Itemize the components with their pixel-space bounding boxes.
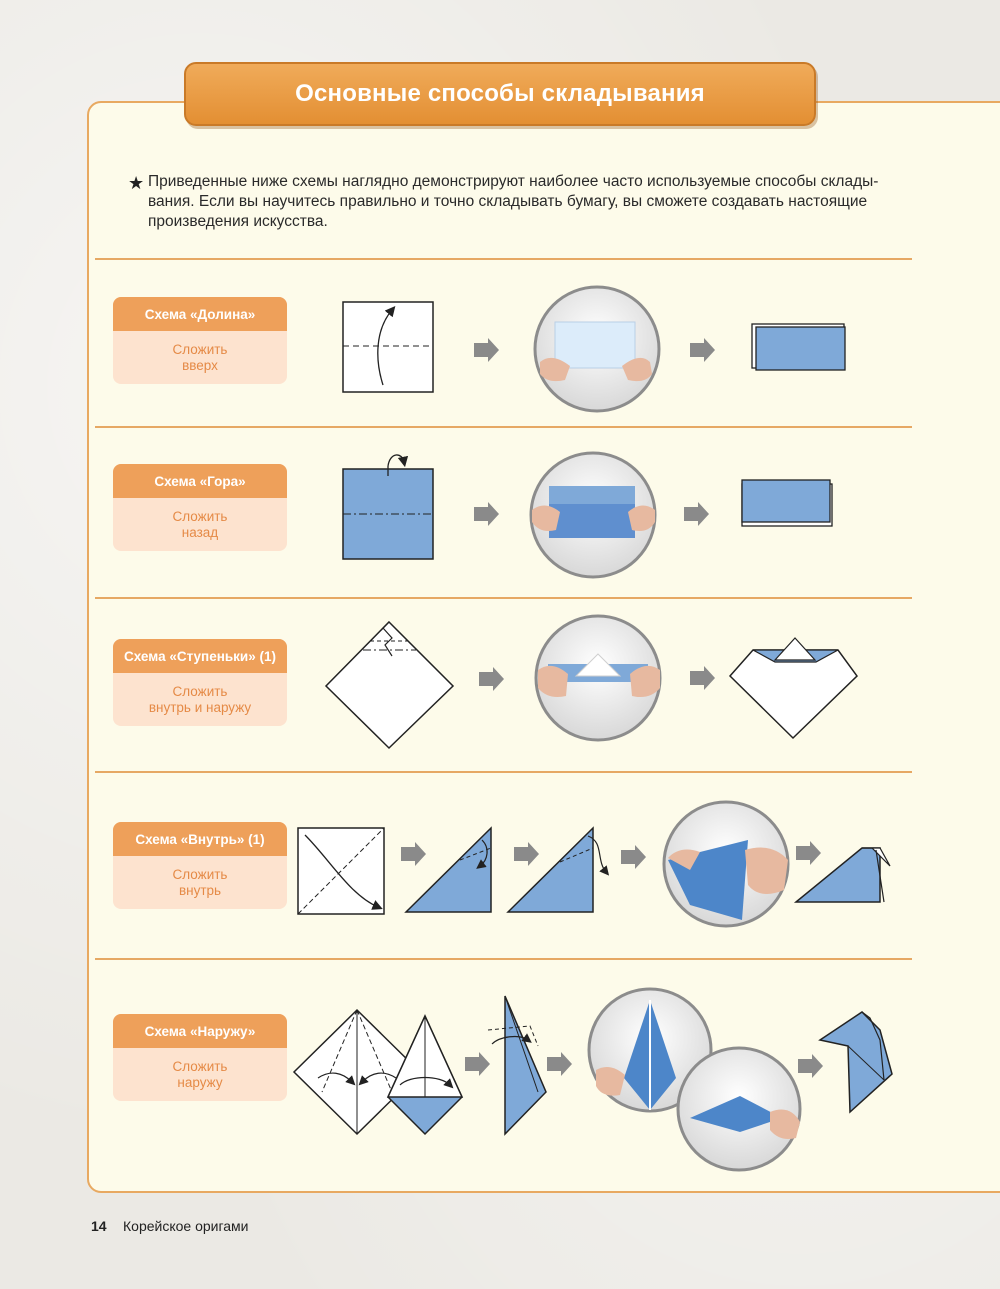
inside-step-3 — [508, 828, 606, 912]
page-number: 14 — [91, 1218, 107, 1234]
arrow-right-icon — [621, 845, 646, 869]
section-heading: Схема «Долина» — [113, 297, 287, 331]
arrow-right-icon — [401, 842, 426, 866]
section-heading: Схема «Наружу» — [113, 1014, 287, 1048]
outside-step-3 — [488, 996, 546, 1134]
caption-line: Сложить — [172, 866, 228, 882]
caption-line: наружу — [177, 1074, 223, 1090]
inside-photo — [664, 802, 788, 926]
arrow-right-icon — [547, 1052, 572, 1076]
arrow-right-icon — [690, 666, 715, 690]
valley-step-1 — [343, 302, 433, 392]
intro-line-1: Приведенные ниже схемы наглядно демонстрируют наиболее часто используемые способы склады- — [148, 173, 879, 190]
section-heading: Схема «Ступеньки» (1) — [113, 639, 287, 673]
caption-line: внутрь — [178, 882, 222, 898]
steps-result — [730, 638, 857, 738]
mountain-result — [742, 480, 832, 526]
intro-line-3: произведения искусства. — [148, 213, 328, 230]
book-title: Корейское оригами — [123, 1218, 249, 1234]
arrow-right-icon — [690, 338, 715, 362]
section-heading: Схема «Внутрь» (1) — [113, 822, 287, 856]
arrow-right-icon — [798, 1054, 823, 1078]
caption-line: внутрь и наружу — [148, 699, 252, 715]
star-icon: ★ — [128, 173, 145, 193]
inside-step-2 — [406, 828, 491, 912]
steps-step-1 — [326, 622, 453, 748]
arrow-right-icon — [684, 502, 709, 526]
arrow-right-icon — [514, 842, 539, 866]
mountain-photo — [531, 453, 655, 577]
caption-line: Сложить — [172, 1058, 228, 1074]
caption-line: назад — [181, 524, 219, 540]
caption-line: Сложить — [172, 683, 228, 699]
outside-step-2 — [388, 1016, 462, 1134]
caption-line: Сложить — [172, 508, 228, 524]
steps-photo — [536, 616, 660, 740]
page-title: Основные способы складывания — [295, 80, 705, 107]
section-heading: Схема «Гора» — [113, 464, 287, 498]
outside-photo-2 — [678, 1048, 800, 1170]
mountain-step-1 — [343, 455, 433, 559]
caption-line: Сложить — [172, 341, 228, 357]
caption-line: вверх — [182, 357, 218, 373]
valley-result — [752, 324, 845, 370]
intro-line-2: вания. Если вы научитесь правильно и точно складывать бумагу, вы сможете создавать настоящие — [148, 193, 868, 210]
arrow-right-icon — [465, 1052, 490, 1076]
arrow-right-icon — [479, 667, 504, 691]
arrow-right-icon — [796, 841, 821, 865]
inside-step-1 — [298, 828, 384, 914]
valley-photo — [535, 287, 659, 411]
arrow-right-icon — [474, 338, 499, 362]
outside-result — [820, 1012, 892, 1112]
arrow-right-icon — [474, 502, 499, 526]
